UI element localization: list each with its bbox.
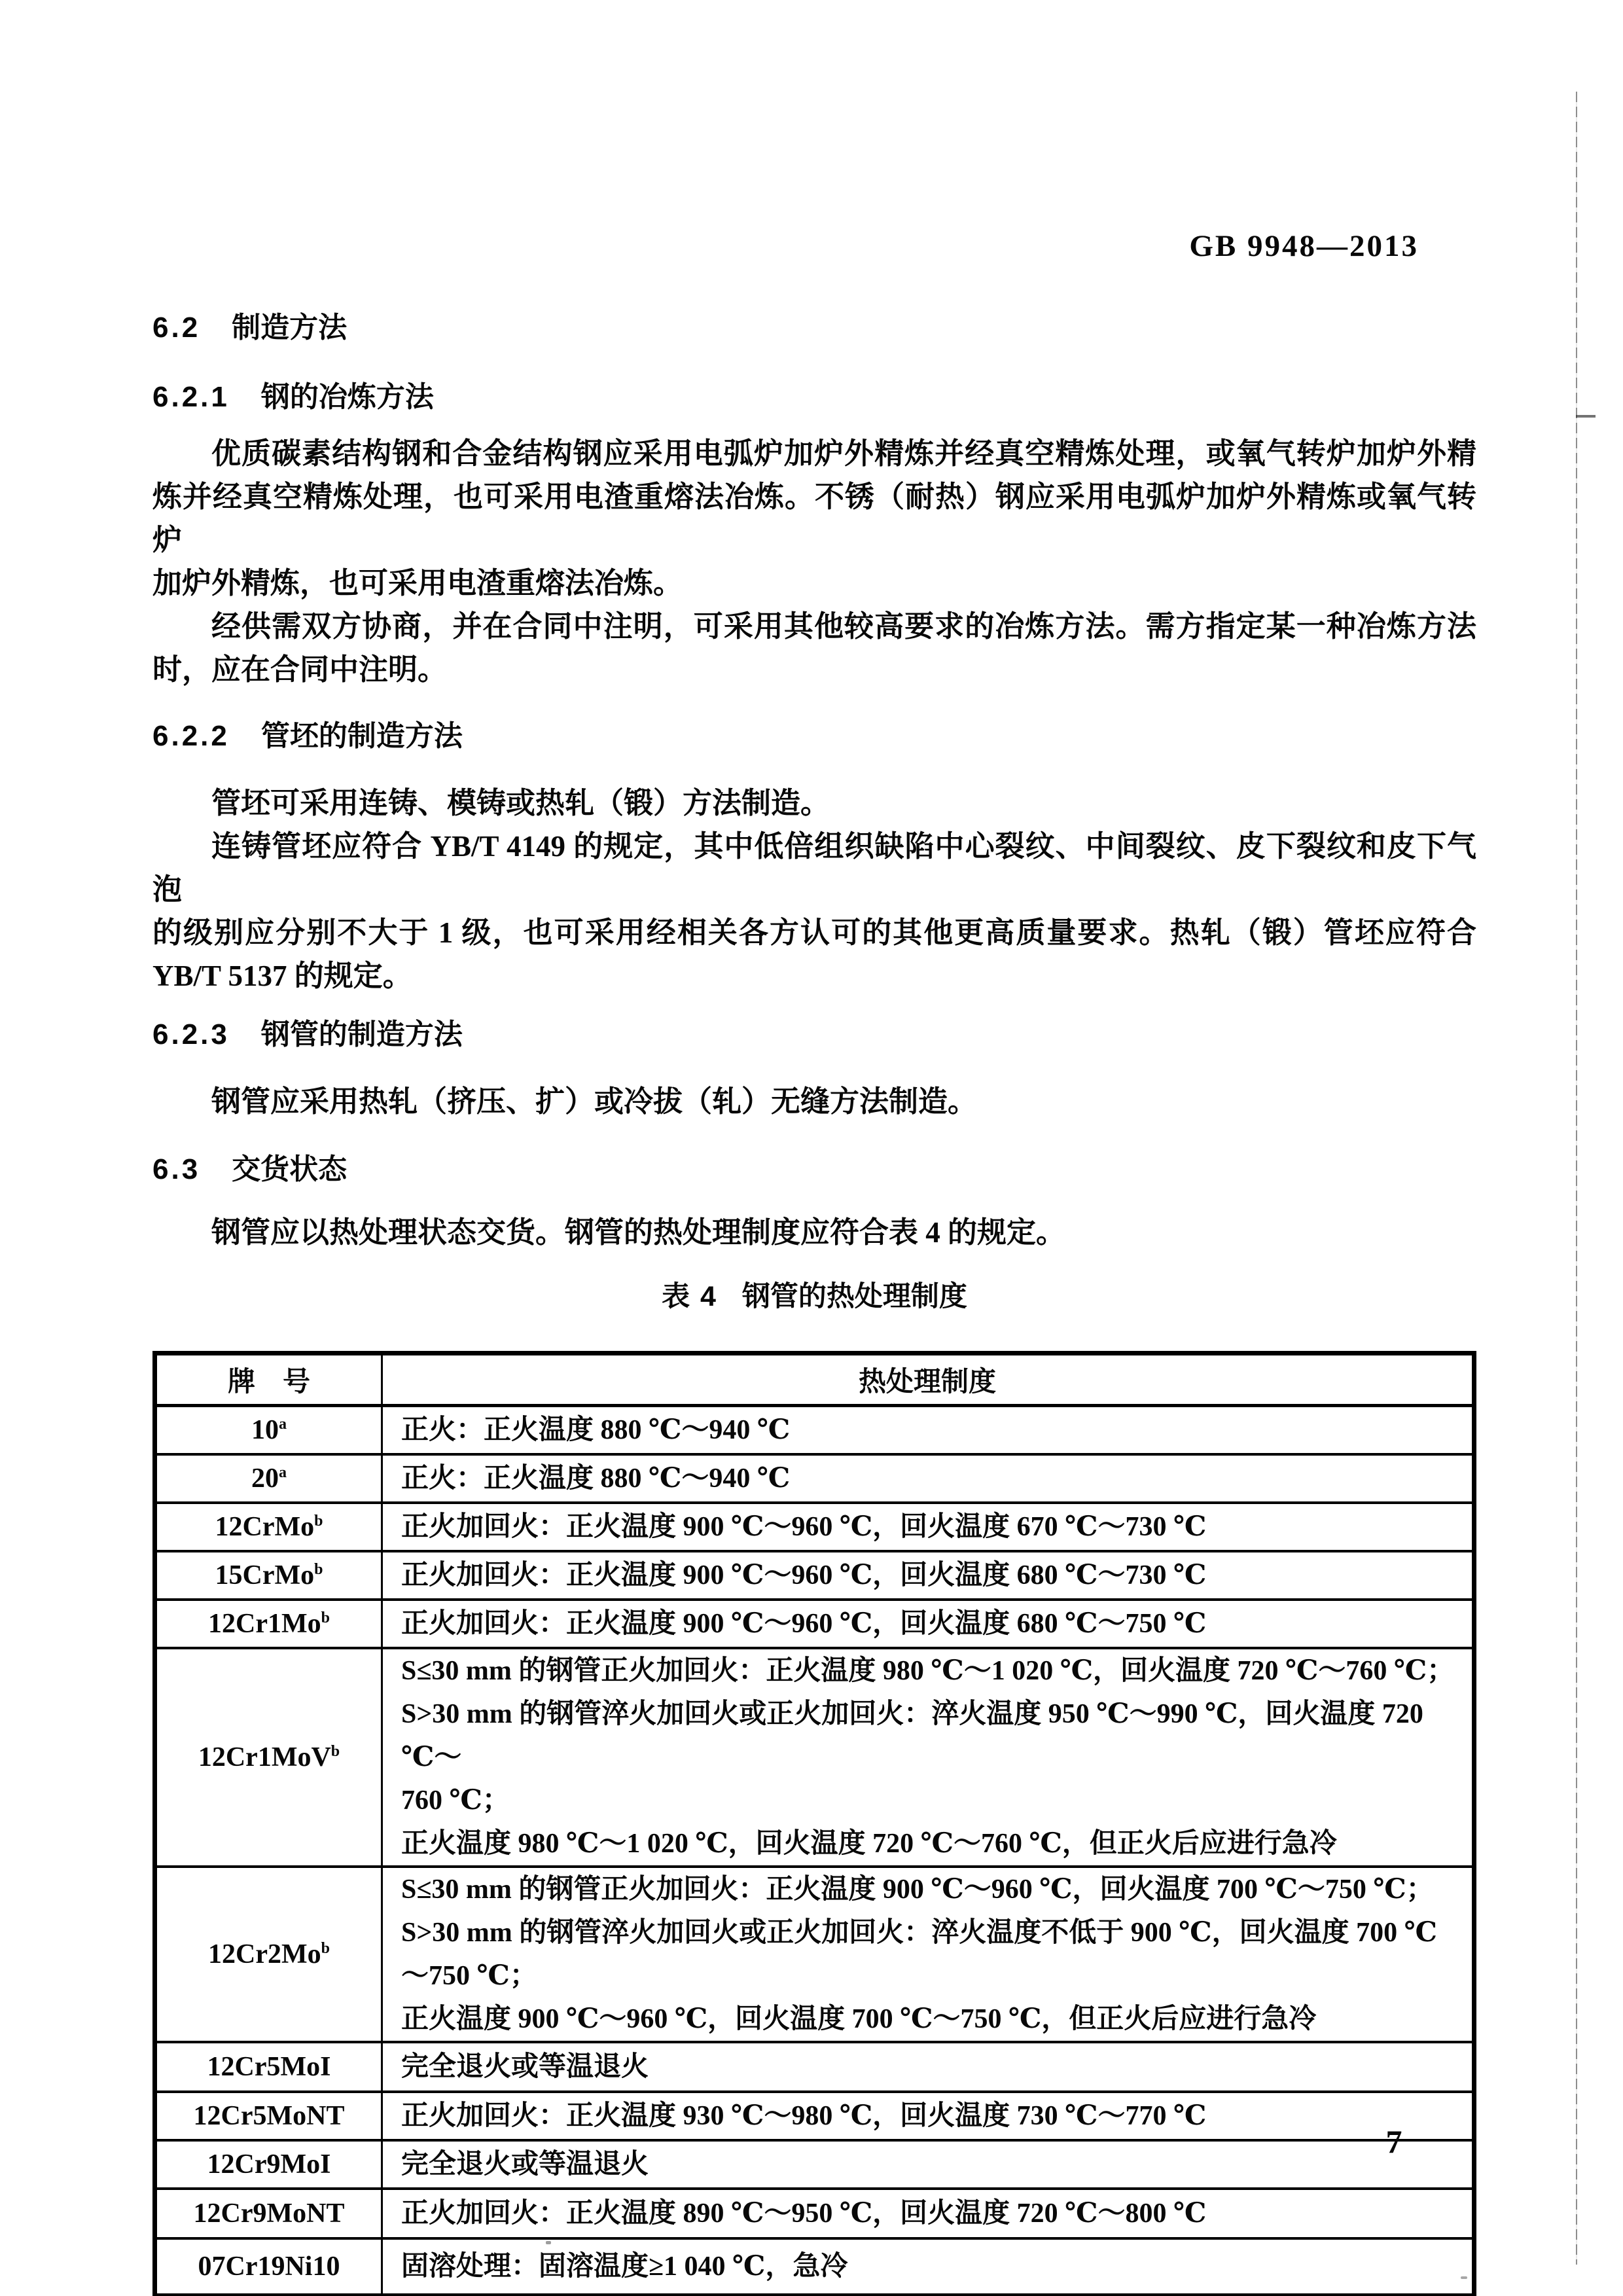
text-line: 的级别应分别不大于 1 级，也可采用经相关各方认可的其他更高质量要求。热轧（锻）管坯应符合 [152, 916, 1476, 949]
treatment-line: 正火加回火：正火温度 890 ℃～950 ℃，回火温度 720 ℃～800 ℃ [401, 2198, 1207, 2229]
treatment-cell [382, 1648, 1474, 1867]
table-row [155, 2092, 1474, 2140]
text-line: 钢管应采用热轧（挤压、扩）或冷拔（轧）无缝方法制造。 [211, 1085, 978, 1118]
grade-label: 07Cr19Ni10 [198, 2251, 340, 2282]
section-title: 制造方法 [232, 312, 348, 344]
treatment-line: 正火温度 900 ℃～960 ℃，回火温度 700 ℃～750 ℃，但正火后应进行急冷 [401, 2003, 1317, 2034]
section-heading-6-2 [152, 310, 1476, 346]
section-title: 钢管的制造方法 [260, 1018, 463, 1050]
treatment-cell [382, 1867, 1474, 2042]
section-heading-6-2-2 [152, 719, 1476, 754]
section-number: 6.2 [152, 312, 201, 344]
text-line: 经供需双方协商，并在合同中注明，可采用其他较高要求的冶炼方法。需方指定某一种冶炼方法 [211, 610, 1476, 643]
heat-treatment-table [152, 1351, 1476, 2296]
text-line: 管坯可采用连铸、模铸或热轧（锻）方法制造。 [211, 787, 830, 819]
table-row [155, 1454, 1474, 1503]
grade-label: 12Cr2Mo [208, 1939, 321, 1969]
table-caption-label: 表 4 [662, 1281, 717, 1312]
text-line: YB/T 5137 的规定。 [152, 960, 412, 992]
grade-superscript: b [321, 1609, 330, 1626]
paragraph-delivery-condition [152, 1211, 1476, 1254]
section-number: 6.2.1 [152, 381, 230, 413]
page-content [152, 229, 1476, 2296]
standard-number: GB 9948—2013 [1189, 229, 1419, 263]
page-number: 7 [1385, 2123, 1402, 2160]
grade-cell [155, 2189, 382, 2238]
grade-cell [155, 1503, 382, 1551]
treatment-line: S>30 mm 的钢管淬火加回火或正火加回火：淬火温度 950 ℃～990 ℃，回火温度 720 ℃～ [401, 1698, 1423, 1772]
table-header-row [155, 1354, 1474, 1406]
treatment-line: S≤30 mm 的钢管正火加回火：正火温度 900 ℃～960 ℃，回火温度 700 ℃～750 ℃； [401, 1874, 1434, 1905]
treatment-line: 760 ℃； [401, 1785, 510, 1816]
grade-superscript: b [314, 1560, 323, 1578]
grade-label: 20 [251, 1463, 279, 1494]
grade-cell [155, 1648, 382, 1867]
text-line: 炼并经真空精炼处理，也可采用电渣重熔法冶炼。不锈（耐热）钢应采用电弧炉加炉外精炼或氧气转炉 [152, 480, 1476, 556]
text-line: 时，应在合同中注明。 [152, 653, 448, 686]
section-heading-6-3 [152, 1152, 1476, 1187]
column-header-grade: 牌 号 [155, 1354, 382, 1406]
grade-cell [155, 1551, 382, 1600]
table-row [155, 2042, 1474, 2092]
section-heading-6-2-1 [152, 380, 1476, 415]
treatment-line: 正火：正火温度 880 ℃～940 ℃ [401, 1463, 791, 1494]
treatment-line: 完全退火或等温退火 [401, 2149, 649, 2179]
grade-label: 12Cr5MoNT [193, 2100, 345, 2131]
text-line: 连铸管坯应符合 YB/T 4149 的规定，其中低倍组织缺陷中心裂纹、中间裂纹、皮下裂纹和皮下气泡 [152, 830, 1476, 906]
grade-label: 12Cr5MoI [207, 2051, 331, 2082]
scan-artifact-tick [1576, 415, 1596, 418]
treatment-line: 正火加回火：正火温度 930 ℃～980 ℃，回火温度 730 ℃～770 ℃ [401, 2100, 1207, 2131]
treatment-cell [382, 2092, 1474, 2140]
grade-superscript: b [321, 1939, 330, 1957]
paragraph-smelting-methods [152, 432, 1476, 605]
table-row [155, 1503, 1474, 1551]
grade-label: 12Cr9MoNT [193, 2198, 345, 2229]
grade-cell [155, 1600, 382, 1648]
section-number: 6.2.3 [152, 1018, 230, 1050]
section-number: 6.3 [152, 1153, 201, 1185]
text-line: 加炉外精炼，也可采用电渣重熔法冶炼。 [152, 567, 683, 600]
section-heading-6-2-3 [152, 1017, 1476, 1052]
treatment-cell [382, 1406, 1474, 1454]
treatment-line: 正火加回火：正火温度 900 ℃～960 ℃，回火温度 680 ℃～750 ℃ [401, 1608, 1207, 1639]
section-title: 交货状态 [232, 1153, 348, 1185]
grade-label: 12Cr1MoV [198, 1742, 331, 1772]
grade-superscript: b [314, 1512, 323, 1530]
table-row [155, 2189, 1474, 2238]
treatment-line: S≤30 mm 的钢管正火加回火：正火温度 980 ℃～1 020 ℃，回火温度 720 ℃～760 ℃； [401, 1655, 1455, 1686]
grade-cell [155, 1406, 382, 1454]
paragraph-pipe-methods [152, 1080, 1476, 1123]
treatment-cell [382, 1551, 1474, 1600]
treatment-cell [382, 2238, 1474, 2296]
text-line: 优质碳素结构钢和合金结构钢应采用电弧炉加炉外精炼并经真空精炼处理，或氧气转炉加炉外精 [211, 437, 1476, 470]
section-title: 管坯的制造方法 [260, 720, 463, 752]
table-row [155, 1406, 1474, 1454]
grade-label: 12CrMo [215, 1511, 315, 1542]
table-caption [152, 1279, 1476, 1314]
grade-cell [155, 1867, 382, 2042]
table-row [155, 1648, 1474, 1867]
treatment-line: 固溶处理：固溶温度≥1 040 ℃，急冷 [401, 2251, 848, 2282]
treatment-line: 正火加回火：正火温度 900 ℃～960 ℃，回火温度 680 ℃～730 ℃ [401, 1560, 1207, 1590]
table-row [155, 2140, 1474, 2189]
table-caption-title: 钢管的热处理制度 [741, 1281, 967, 1312]
grade-label: 12Cr1Mo [208, 1608, 321, 1639]
scan-artifact-line [1576, 92, 1577, 2265]
text-line: 钢管应以热处理状态交货。钢管的热处理制度应符合表 4 的规定。 [211, 1216, 1066, 1249]
paragraph-billet-methods [152, 781, 1476, 825]
grade-label: 10 [251, 1414, 279, 1445]
treatment-line: 正火加回火：正火温度 900 ℃～960 ℃，回火温度 670 ℃～730 ℃ [401, 1511, 1207, 1542]
treatment-cell [382, 2140, 1474, 2189]
grade-cell [155, 2042, 382, 2092]
table-row [155, 1867, 1474, 2042]
paragraph-contract-note [152, 605, 1476, 691]
grade-cell [155, 2238, 382, 2296]
grade-superscript: a [279, 1415, 287, 1433]
treatment-line: 完全退火或等温退火 [401, 2051, 649, 2082]
treatment-line: 正火温度 980 ℃～1 020 ℃，回火温度 720 ℃～760 ℃，但正火后应进行急冷 [401, 1828, 1337, 1859]
table-row [155, 1600, 1474, 1648]
treatment-line: 正火：正火温度 880 ℃～940 ℃ [401, 1414, 791, 1445]
treatment-cell [382, 2189, 1474, 2238]
treatment-cell [382, 1600, 1474, 1648]
section-number: 6.2.2 [152, 720, 230, 752]
table-row [155, 2238, 1474, 2296]
column-header-treatment: 热处理制度 [858, 1367, 996, 1397]
grade-superscript: a [279, 1463, 287, 1481]
grade-cell [155, 1454, 382, 1503]
paragraph-billet-requirements [152, 825, 1476, 997]
treatment-cell [382, 2042, 1474, 2092]
treatment-cell [382, 1503, 1474, 1551]
treatment-cell [382, 1454, 1474, 1503]
grade-label: 12Cr9MoI [207, 2149, 331, 2179]
grade-label: 15CrMo [215, 1560, 315, 1590]
table-row [155, 1551, 1474, 1600]
grade-cell [155, 2140, 382, 2189]
section-title: 钢的冶炼方法 [260, 381, 434, 413]
grade-cell [155, 2092, 382, 2140]
treatment-line: S>30 mm 的钢管淬火加回火或正火加回火：淬火温度不低于 900 ℃，回火温度 700 ℃～750 ℃； [401, 1917, 1437, 1991]
grade-superscript: b [330, 1742, 340, 1760]
